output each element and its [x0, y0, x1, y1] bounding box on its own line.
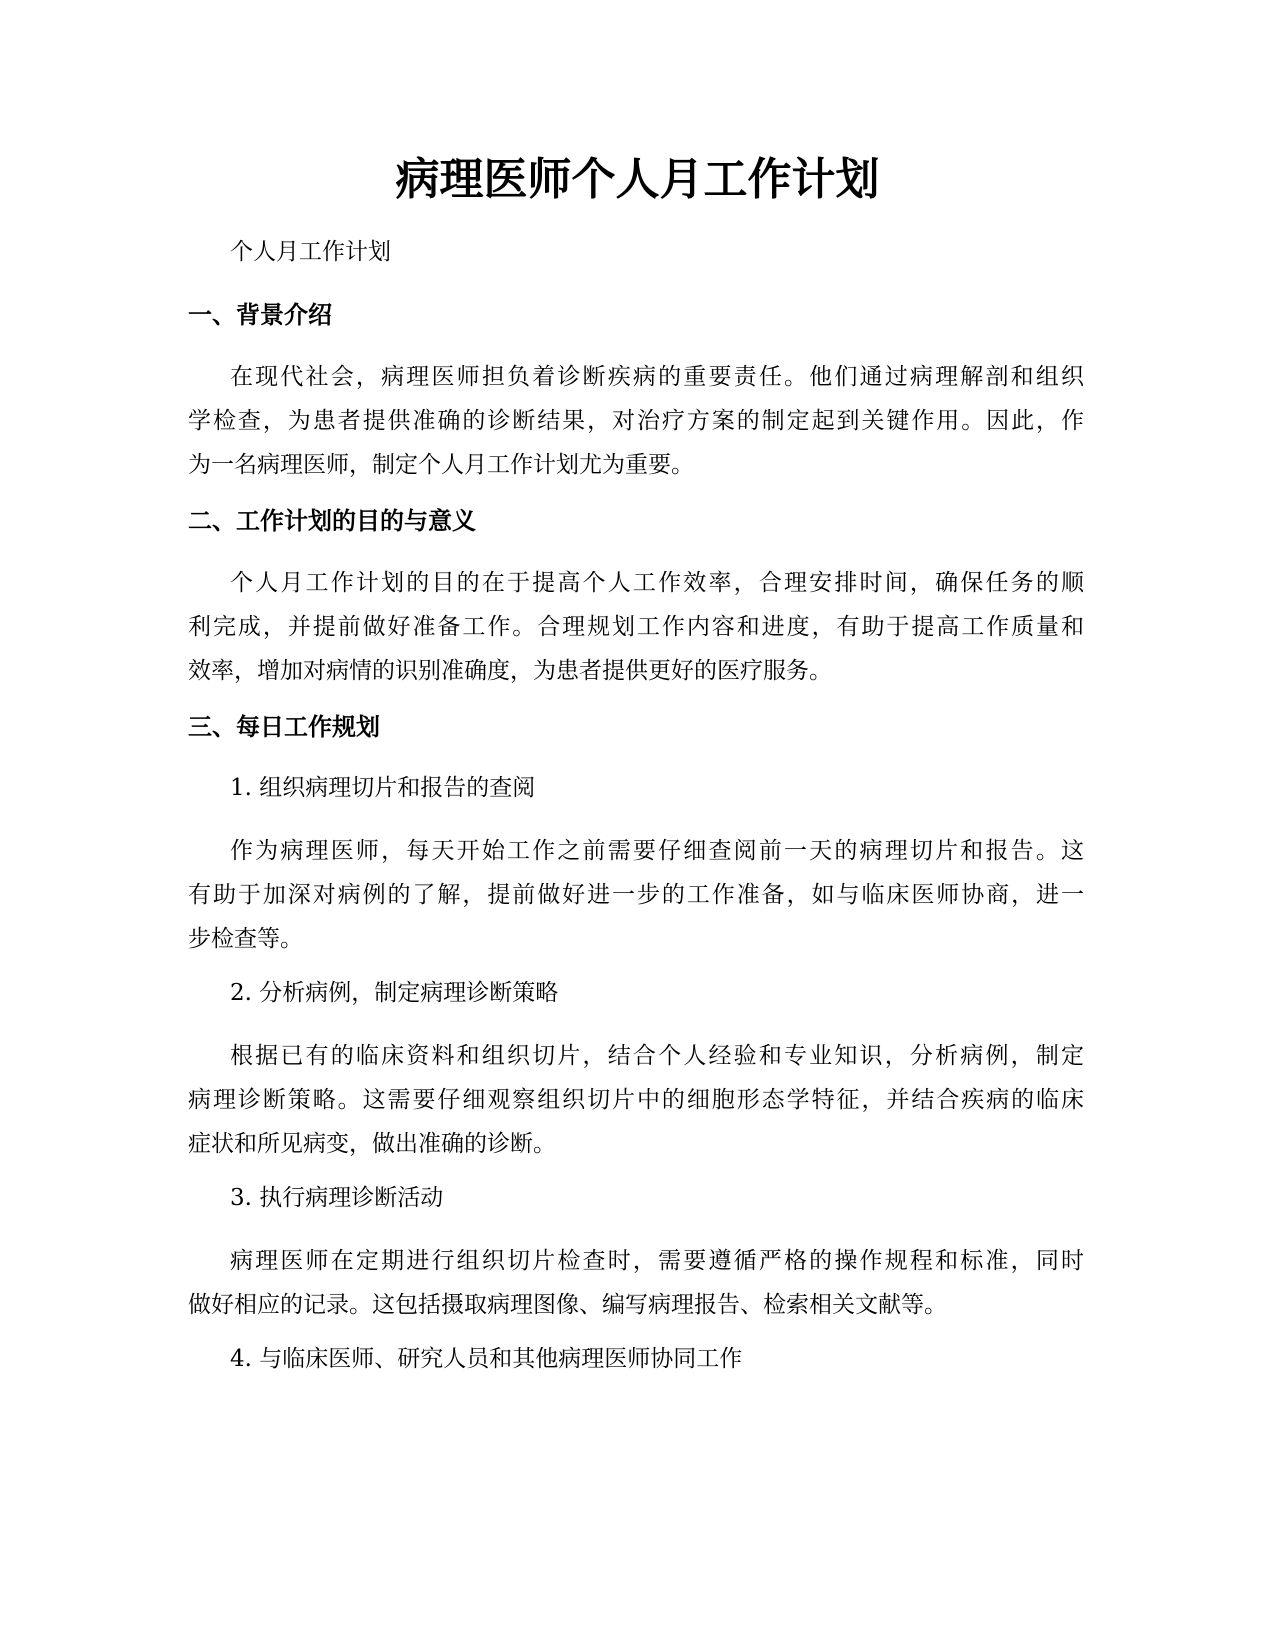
paragraph-line: 在现代社会，病理医师担负着诊断疾病的重要责任。他们通过病理解剖和组织: [230, 364, 1084, 390]
paragraph-line: 症状和所见病变，做出准确的诊断。: [188, 1131, 556, 1157]
list-item-title: 1. 组织病理切片和报告的查阅: [230, 775, 536, 801]
list-item-paragraph: [188, 1034, 1084, 1166]
paragraph-line: 作为病理医师，每天开始工作之前需要仔细查阅前一天的病理切片和报告。这: [230, 838, 1084, 864]
list-item-paragraph: [188, 1239, 1084, 1327]
list-item-paragraph: [188, 829, 1084, 961]
list-item-title: 4. 与临床医师、研究人员和其他病理医师协同工作: [230, 1346, 743, 1372]
paragraph-line: 为一名病理医师，制定个人月工作计划尤为重要。: [188, 452, 694, 478]
paragraph-line: 病理医师在定期进行组织切片检查时，需要遵循严格的操作规程和标准，同时: [230, 1248, 1084, 1274]
section-heading-purpose: 二、工作计划的目的与意义: [188, 507, 476, 535]
list-item-title: 2. 分析病例，制定病理诊断策略: [230, 980, 559, 1006]
section-heading-background: 一、背景介绍: [188, 301, 332, 329]
page-title: 病理医师个人月工作计划: [395, 154, 880, 205]
paragraph-line: 效率，增加对病情的识别准确度，为患者提供更好的医疗服务。: [188, 658, 832, 684]
paragraph-line: 利完成，并提前做好准备工作。合理规划工作内容和进度，有助于提高工作质量和: [188, 614, 1084, 640]
list-item-title: 3. 执行病理诊断活动: [230, 1185, 444, 1211]
section-paragraph-purpose: [188, 561, 1084, 693]
paragraph-line: 步检查等。: [188, 926, 303, 952]
paragraph-line: 病理诊断策略。这需要仔细观察组织切片中的细胞形态学特征，并结合疾病的临床: [188, 1087, 1084, 1113]
paragraph-line: 学检查，为患者提供准确的诊断结果，对治疗方案的制定起到关键作用。因此，作: [188, 408, 1084, 434]
paragraph-line: 个人月工作计划的目的在于提高个人工作效率，合理安排时间，确保任务的顺: [230, 570, 1084, 596]
paragraph-line: 根据已有的临床资料和组织切片，结合个人经验和专业知识，分析病例，制定: [230, 1043, 1084, 1069]
section-paragraph-background: [188, 355, 1084, 487]
section-heading-daily-plan: 三、每日工作规划: [188, 713, 380, 741]
document-subtitle: 个人月工作计划: [230, 239, 391, 265]
paragraph-line: 有助于加深对病例的了解，提前做好进一步的工作准备，如与临床医师协商，进一: [188, 882, 1084, 908]
paragraph-line: 做好相应的记录。这包括摄取病理图像、编写病理报告、检索相关文献等。: [188, 1292, 947, 1318]
